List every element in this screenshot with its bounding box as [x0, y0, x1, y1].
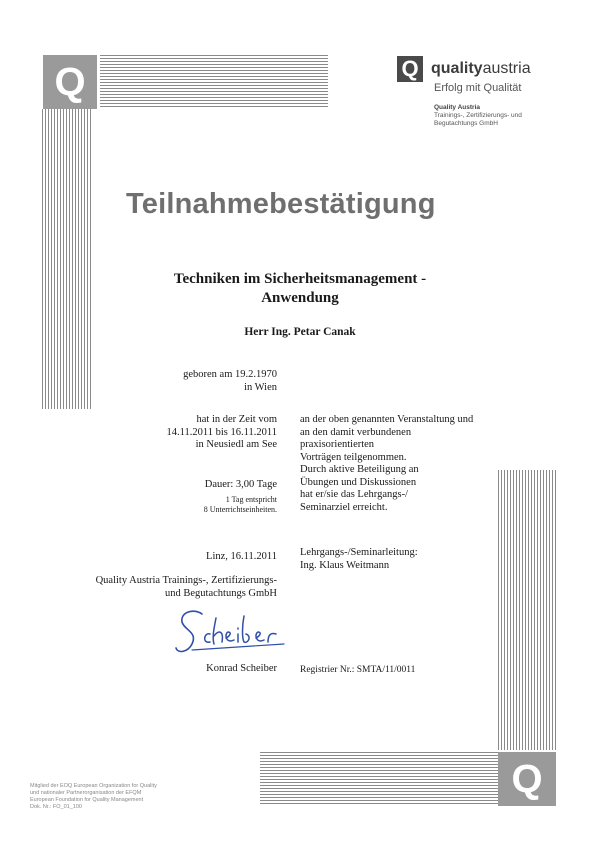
footer-line: European Foundation for Quality Management	[30, 797, 144, 803]
duration-label: Dauer: 3,00 Tage	[204, 479, 277, 490]
course-line-2: Anwendung	[261, 290, 339, 306]
company-desc-1: Trainings-, Zertifizierungs- und	[434, 112, 522, 119]
statement-line: Übungen und Diskussionen	[300, 476, 417, 488]
top-hatch-band	[100, 55, 328, 109]
bottom-hatch-band	[260, 752, 498, 806]
duration-note-1: 1 Tag entspricht	[225, 494, 277, 504]
q-letter: Q	[511, 757, 543, 801]
issuer-line-1: Quality Austria Trainings-, Zertifizierungs-	[95, 575, 277, 586]
issuer	[96, 575, 277, 600]
right-hatch-band	[498, 470, 556, 750]
bottom-right-q-mark	[498, 752, 556, 806]
statement-line: hat er/sie das Lehrgangs-/	[300, 489, 408, 500]
course-line-1: Techniken im Sicherheitsmanagement -	[173, 271, 427, 287]
lead-label: Lehrgangs-/Seminarleitung:	[300, 547, 418, 558]
participant-name: Herr Ing. Petar Canak	[244, 326, 356, 338]
footer-line: Dok. Nr.: FO_01_100	[30, 804, 82, 810]
birth-place: in Wien	[244, 381, 277, 393]
company-name: Quality Austria	[434, 104, 480, 111]
course-lead	[300, 547, 418, 572]
handwritten-signature	[172, 604, 290, 662]
birth-date: geboren am 19.2.1970	[183, 369, 277, 380]
footer-line: und nationaler Partnerorganisation der EFQM	[30, 790, 142, 796]
statement-text	[300, 414, 473, 514]
period-info	[167, 414, 277, 452]
birth-info	[183, 369, 277, 394]
logo-q-letter: Q	[401, 56, 419, 81]
statement-line: an der oben genannten Veranstaltung und	[300, 414, 474, 425]
statement-line: Vorträgen teilgenommen.	[300, 451, 407, 463]
footer-line: Mitglied der EOQ European Organization for Quality	[30, 783, 157, 789]
brand-tagline: Erfolg mit Qualität	[434, 82, 522, 94]
period-line-1: hat in der Zeit vom	[196, 414, 277, 425]
period-line-2: 14.11.2011 bis 16.11.2011	[166, 426, 277, 438]
statement-line: praxisorientierten	[300, 439, 375, 450]
place-date: Linz, 16.11.2011	[206, 551, 277, 562]
brand-wordmark	[431, 60, 531, 78]
top-left-q-mark	[43, 55, 97, 109]
registry-number: Registrier Nr.: SMTA/11/0011	[300, 665, 416, 675]
company-desc-2: Begutachtungs GmbH	[434, 120, 498, 127]
statement-line: Durch aktive Beteiligung an	[300, 464, 419, 475]
duration-note-2: 8 Unterrichtseinheiten.	[203, 504, 277, 514]
brand-light: austria	[482, 60, 531, 77]
company-block	[434, 104, 544, 128]
course-title	[150, 270, 450, 308]
q-letter: Q	[54, 60, 86, 104]
brand-bold: quality	[431, 60, 483, 77]
page-title: Teilnahmebestätigung	[126, 188, 436, 220]
footer-note	[30, 783, 230, 811]
signatory-name: Konrad Scheiber	[206, 663, 277, 674]
duration-info	[204, 479, 277, 515]
lead-name: Ing. Klaus Weitmann	[300, 559, 390, 571]
statement-line: an den damit verbundenen	[300, 426, 412, 438]
period-line-3: in Neusiedl am See	[195, 439, 277, 450]
issuer-line-2: und Begutachtungs GmbH	[165, 587, 277, 599]
left-hatch-band	[42, 109, 92, 409]
quality-austria-logo-icon	[397, 56, 423, 82]
statement-line: Seminarziel erreicht.	[300, 501, 388, 513]
